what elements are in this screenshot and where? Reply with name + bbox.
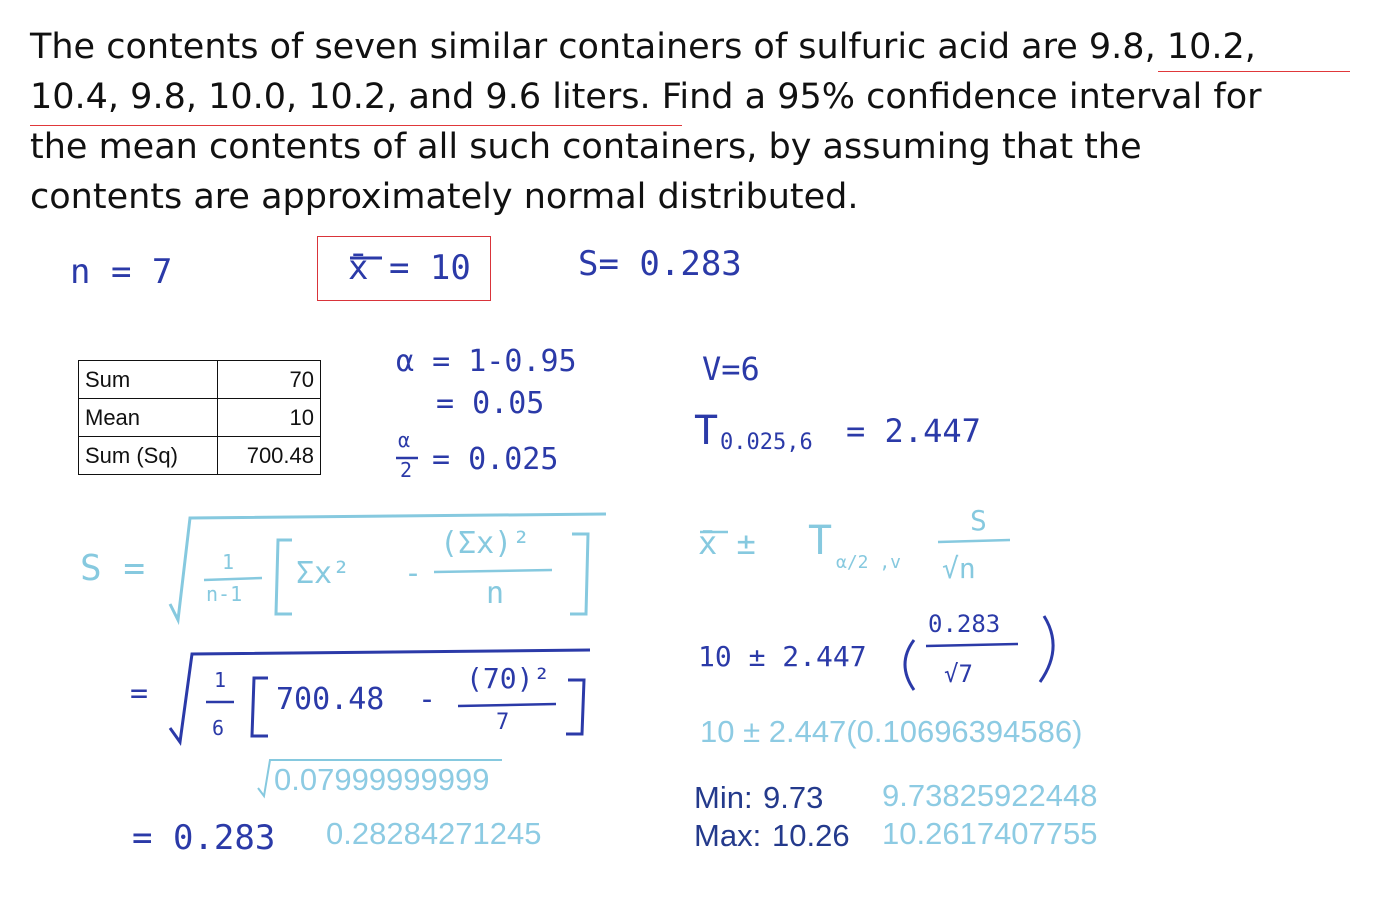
s-sub-right-bracket [566, 680, 584, 734]
t-value: = 2.447 [846, 412, 981, 450]
problem-line-4: contents are approximately normal distributed. [30, 177, 859, 217]
ci-substituted-den: √7 [944, 660, 973, 688]
t-symbol: T [694, 408, 719, 454]
ci-formula-xbar-pm: x̄ ± [698, 524, 756, 562]
max-exact: 10.2617407755 [882, 816, 1098, 851]
max-value: 10.26 [772, 818, 850, 853]
alpha-half-num: α [398, 428, 411, 452]
ci-formula-s: S [970, 504, 987, 537]
table-cell-label: Mean [79, 399, 218, 437]
min-value: 9.73 [763, 780, 824, 815]
s-sub-sum-sq: 700.48 [276, 682, 385, 717]
s-formula-n: n [486, 576, 505, 611]
min-label: Min: [694, 780, 753, 815]
ci-formula-t-sub: α/2 ,v [836, 552, 902, 573]
s-sub-inner-bar [458, 704, 556, 706]
table-cell-value: 10 [218, 399, 321, 437]
given-xbar: x̄ = 10 [348, 248, 471, 288]
ci-computed: 10 ± 2.447(0.10696394586) [700, 714, 1083, 749]
table-cell-label: Sum (Sq) [79, 437, 218, 475]
s-sub-radical [170, 650, 590, 742]
s-radicand-radical [258, 760, 502, 796]
s-radicand-result: 0.07999999999 [274, 762, 490, 797]
degrees-of-freedom: V=6 [702, 350, 760, 388]
s-sub-left-bracket [252, 678, 268, 736]
s-sub-seven: 7 [496, 710, 510, 735]
ci-sub-left-paren [905, 640, 914, 690]
problem-line-1: The contents of seven similar containers of sulfuric acid are 9.8, 10.2, [30, 27, 1256, 67]
t-subscript: 0.025,6 [720, 430, 813, 455]
s-formula-one: 1 [222, 550, 235, 574]
s-formula-sum-x-squared: (Σx)² [440, 526, 531, 561]
s-formula-inner-bar [434, 570, 552, 572]
s-formula-minus: - [404, 556, 423, 591]
alpha-half-value: = 0.025 [432, 442, 559, 477]
s-formula-frac-bar [204, 578, 262, 580]
ci-sub-right-paren [1040, 616, 1053, 682]
s-sub-six: 6 [212, 716, 225, 740]
s-sub-minus: - [418, 682, 437, 717]
table-cell-value: 70 [218, 361, 321, 399]
ci-formula-frac-bar [938, 540, 1010, 542]
s-formula-sum-x2: Σx² [296, 556, 351, 591]
s-formula-left-bracket [276, 540, 292, 614]
ci-substituted-num: 0.283 [928, 610, 1001, 638]
s-formula-n-minus-1: n-1 [206, 582, 243, 606]
ci-formula-t: T [808, 518, 833, 564]
alpha-line-1: α = 1-0.95 [396, 344, 577, 379]
s-formula-radical [170, 514, 606, 620]
problem-line-2: 10.4, 9.8, 10.0, 10.2, and 9.6 liters. Find a 95% confidence interval for [30, 77, 1262, 117]
table-cell-label: Sum [79, 361, 218, 399]
s-formula-right-bracket [570, 534, 588, 614]
ci-sub-frac-bar [926, 644, 1018, 646]
s-exact-result: 0.28284271245 [326, 816, 542, 851]
alpha-half-den: 2 [400, 458, 413, 482]
s-sub-seventy-squared: (70)² [466, 662, 551, 695]
given-n: n = 7 [70, 252, 173, 292]
problem-line-3: the mean contents of all such containers, by assuming that the [30, 127, 1142, 167]
alpha-line-2: = 0.05 [436, 386, 545, 421]
ci-substituted-prefix: 10 ± 2.447 [698, 640, 867, 673]
table-cell-value: 700.48 [218, 437, 321, 475]
max-label: Max: [694, 818, 762, 853]
ci-formula-sqrt-n: √n [942, 552, 976, 585]
s-approx-result: = 0.283 [132, 818, 276, 858]
s-sub-eq: = [130, 676, 149, 711]
s-formula-lhs: S = [80, 548, 146, 589]
min-exact: 9.73825922448 [882, 778, 1098, 813]
given-s: S= 0.283 [578, 244, 742, 284]
s-sub-one: 1 [214, 668, 227, 692]
